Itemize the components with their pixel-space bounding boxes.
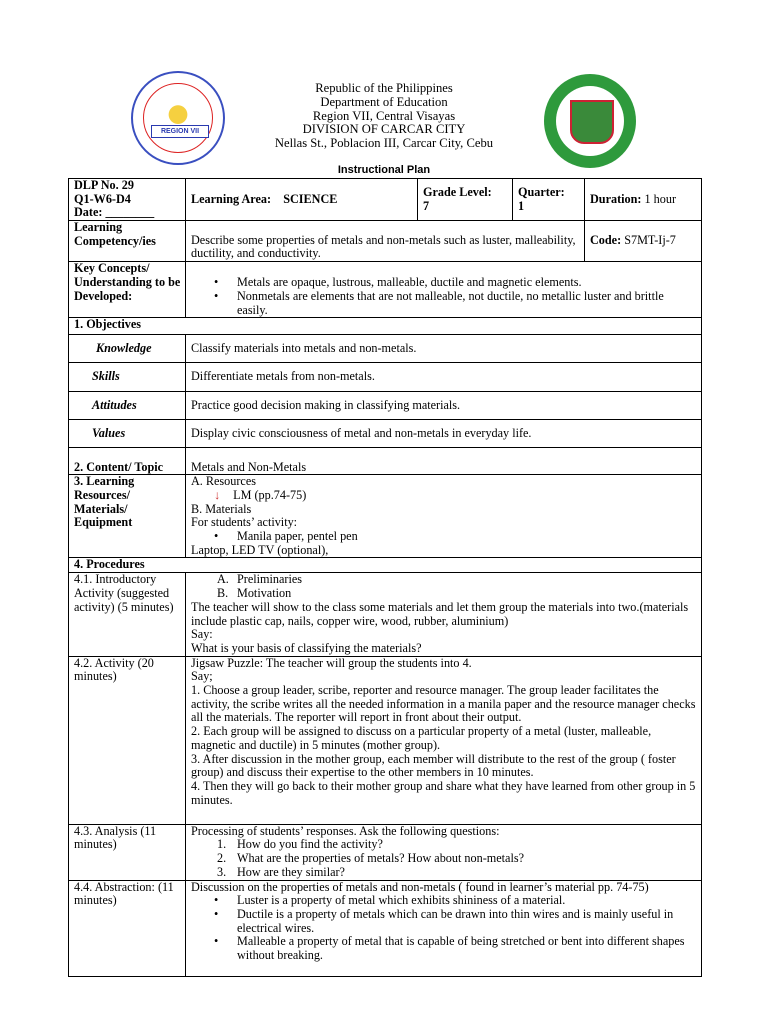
list-item	[191, 587, 697, 601]
grade-value: 7	[423, 198, 430, 213]
objective-label: Values	[92, 425, 126, 440]
competency-label-text: Learning Competency/ies	[74, 220, 156, 248]
objective-text: Practice good decision making in classifying materials.	[186, 392, 702, 420]
procedures-heading: 4. Procedures	[74, 557, 145, 572]
list-text: Motivation	[237, 586, 292, 601]
procedure-row	[69, 573, 702, 656]
quarter-cell	[513, 179, 585, 221]
procedure-label: 4.4. Abstraction: (11 minutes)	[69, 880, 186, 976]
analysis-question: How are they similar?	[237, 864, 345, 879]
procedure-content	[186, 656, 702, 824]
date-field: Date: ________	[74, 205, 155, 220]
objective-row	[69, 420, 702, 448]
objective-text: Differentiate metals from non-metals.	[186, 363, 702, 392]
list-item	[191, 838, 697, 852]
procedure-row	[69, 880, 702, 976]
resources-a: A. Resources	[191, 474, 256, 489]
grade-label: Grade Level:	[423, 184, 492, 199]
duration-value: 1 hour	[644, 191, 676, 206]
intro-say: Say:	[191, 627, 213, 642]
list-item	[191, 573, 697, 587]
key-concepts-label	[69, 262, 186, 318]
competency-label	[69, 221, 186, 262]
competency-row	[69, 221, 702, 262]
list-marker: A.	[217, 572, 229, 587]
objective-row	[69, 335, 702, 363]
learning-area-label: Learning Area:	[191, 191, 272, 206]
letterhead	[0, 82, 768, 151]
objective-label: Knowledge	[96, 340, 152, 355]
procedure-label: 4.1. Introductory Activity (suggested activity) (5 minutes)	[69, 573, 186, 656]
key-concept-item: • Metals are opaque, lustrous, malleable, ductile and magnetic elements.	[214, 276, 697, 290]
quarter-label: Quarter:	[518, 184, 565, 199]
dlp-cell	[69, 179, 186, 221]
letterhead-line: Republic of the Philippines	[315, 81, 453, 95]
resources-b: B. Materials	[191, 501, 252, 516]
abstraction-item: • Malleable a property of metal that is capable of being stretched or bent into different shapes without breaking.	[214, 935, 697, 962]
activity-line: 1. Choose a group leader, scribe, reporter and resource manager. The group leader facilitates the activity, the scribe writes all the needed information in a manila paper and the resource manager checks all the materials. The reporter will report in front about their output.	[191, 683, 696, 725]
letterhead-line: Nellas St., Poblacion III, Carcar City, Cebu	[274, 136, 494, 151]
list-marker: 3.	[217, 864, 227, 879]
analysis-question: What are the properties of metals? How about non-metals?	[237, 851, 524, 866]
duration-cell	[585, 179, 702, 221]
list-marker: 1.	[217, 837, 227, 852]
key-concepts-label-text: Key Concepts/ Understanding to be Developed:	[74, 261, 181, 303]
dlp-code: Q1-W6-D4	[74, 191, 131, 206]
objective-text: Display civic consciousness of metal and non-metals in everyday life.	[186, 420, 702, 448]
resources-row	[69, 475, 702, 558]
activity-line: Jigsaw Puzzle: The teacher will group the students into 4.	[191, 655, 472, 670]
list-item	[191, 852, 697, 866]
learning-area-value: SCIENCE	[283, 191, 338, 206]
list-item	[191, 866, 697, 880]
objective-label: Skills	[92, 369, 120, 384]
grade-cell	[418, 179, 513, 221]
procedure-label: 4.3. Analysis (11 minutes)	[69, 824, 186, 880]
key-concepts-content	[186, 262, 702, 318]
info-row	[69, 179, 702, 221]
resources-label: 3. Learning Resources/ Materials/ Equipment	[74, 474, 135, 530]
activity-line: 2. Each group will be assigned to discuss on a particular property of a metal (luster, malleable, magnetic and ductile) in 5 minutes (mother group).	[191, 724, 652, 752]
arrow-bullet-icon: ↓	[214, 487, 221, 502]
resources-content	[186, 475, 702, 558]
duration-label: Duration:	[590, 191, 642, 206]
abstraction-item: • Ductile is a property of metals which can be drawn into thin wires and is mainly useful in electrical wires.	[214, 908, 697, 935]
procedure-label: 4.2. Activity (20 minutes)	[69, 656, 186, 824]
analysis-question: How do you find the activity?	[237, 837, 383, 852]
list-marker: B.	[217, 586, 229, 601]
code-label: Code:	[590, 233, 622, 248]
abstraction-item: • Luster is a property of metal which exhibits shininess of a material.	[214, 894, 697, 908]
intro-question: What is your basis of classifying the materials?	[191, 640, 422, 655]
seal-region-text: REGION VII	[151, 125, 209, 138]
objectives-header-row	[69, 318, 702, 335]
learning-area-cell	[186, 179, 418, 221]
resources-laptop: Laptop, LED TV (optional),	[191, 542, 329, 557]
procedure-row	[69, 824, 702, 880]
content-label: 2. Content/ Topic	[74, 459, 164, 474]
code-value: S7MT-Ij-7	[624, 233, 676, 248]
dlp-number: DLP No. 29	[74, 178, 134, 192]
content-text: Metals and Non-Metals	[186, 448, 702, 475]
content-row	[69, 448, 702, 475]
key-concept-item: • Nonmetals are elements that are not malleable, not ductile, no metallic luster and brittle easily.	[214, 290, 697, 317]
analysis-intro: Processing of students’ responses. Ask the following questions:	[191, 823, 500, 838]
letterhead-line: Department of Education	[320, 94, 448, 109]
key-concepts-row	[69, 262, 702, 318]
resources-bullet: • Manila paper, pentel pen	[214, 530, 697, 544]
list-marker: 2.	[217, 851, 227, 866]
procedure-row	[69, 656, 702, 824]
competency-code-cell	[585, 221, 702, 262]
procedure-content	[186, 573, 702, 656]
instructional-plan-table	[68, 178, 702, 977]
activity-line: Say;	[191, 669, 213, 684]
document-title: Instructional Plan	[337, 164, 431, 176]
objective-label: Attitudes	[92, 397, 137, 412]
list-text: Preliminaries	[237, 572, 302, 587]
activity-line: 3. After discussion in the mother group, each member will distribute to the rest of the group ( foster group) and discuss their expertise to the other members in 10 minutes.	[191, 751, 676, 780]
letterhead-line: Region VII, Central Visayas	[312, 108, 456, 123]
procedures-header-row	[69, 558, 702, 573]
quarter-value: 1	[518, 198, 525, 213]
procedure-content	[186, 880, 702, 976]
intro-text: The teacher will show to the class some materials and let them group the materials into two.(materials include plastic cap, nails, copper wire, wood, rubber, aluminium)	[191, 599, 689, 628]
procedure-content	[186, 824, 702, 880]
objectives-heading: 1. Objectives	[74, 317, 142, 332]
objective-row	[69, 392, 702, 420]
resources-lm: LM (pp.74-75)	[233, 487, 307, 502]
objective-row	[69, 363, 702, 392]
abstraction-intro: Discussion on the properties of metals and non-metals ( found in learner’s material pp. 74-75)	[191, 879, 649, 894]
objective-text: Classify materials into metals and non-metals.	[186, 335, 702, 363]
letterhead-line: DIVISION OF CARCAR CITY	[302, 122, 466, 137]
resources-for: For students’ activity:	[191, 515, 298, 530]
activity-line: 4. Then they will go back to their mother group and share what they have learned from other group in 5 minutes.	[191, 778, 696, 807]
competency-text: Describe some properties of metals and non-metals such as luster, malleability, ductility, and conductivity.	[186, 221, 585, 262]
